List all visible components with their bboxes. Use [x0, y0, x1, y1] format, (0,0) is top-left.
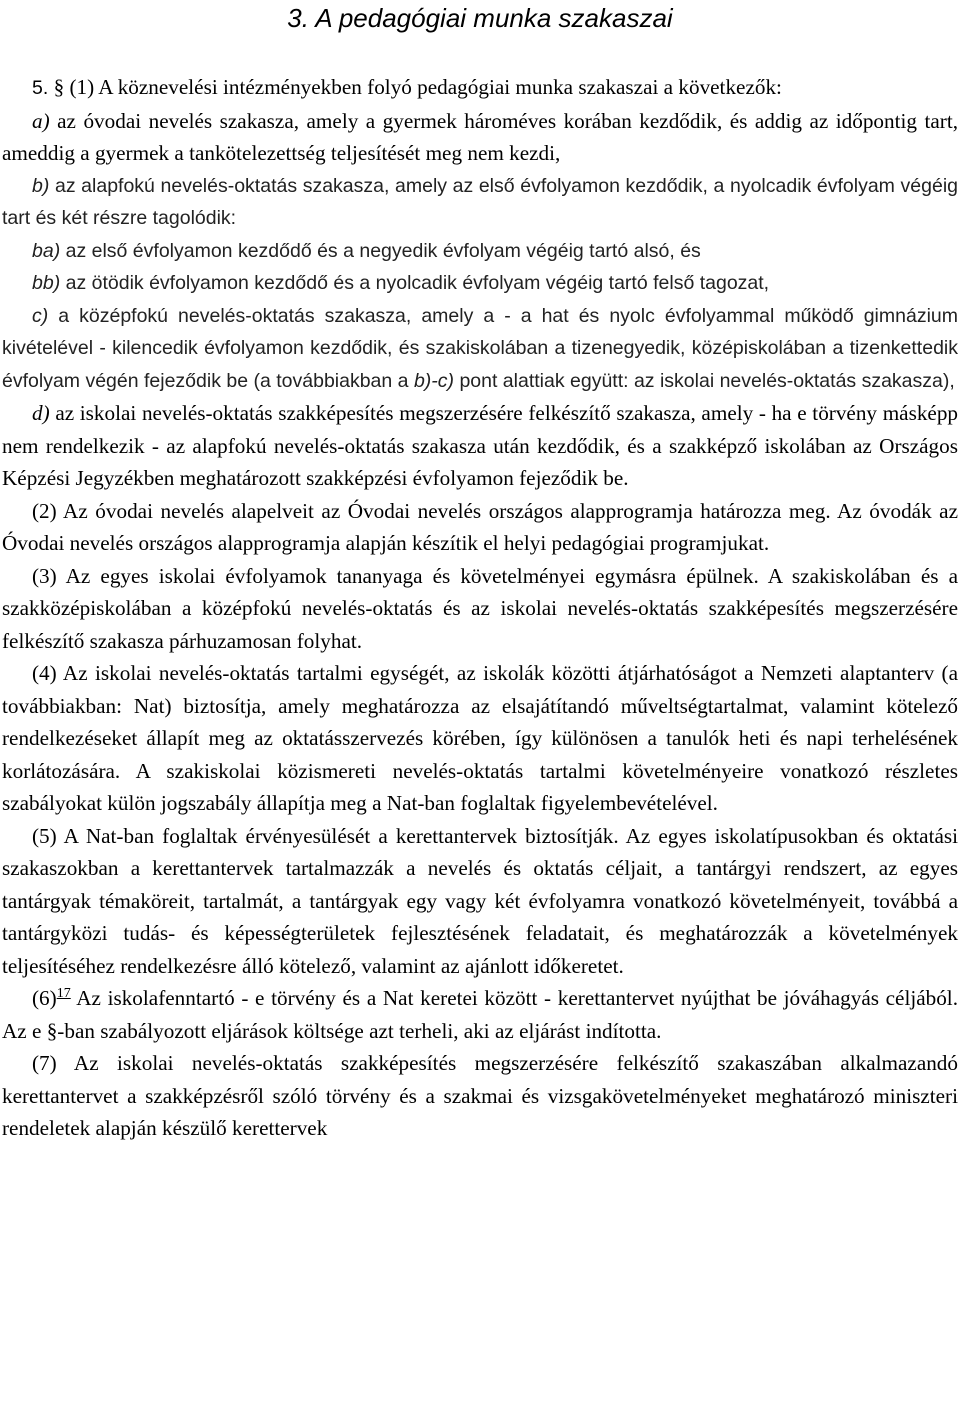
point-a [2, 105, 958, 170]
point-c-text-1: a középfokú nevelés-oktatás szakasza, amely a - a hat és nyolc évfolyammal működő gimnázium kivételével - kilencedik évfolyamon kezdődik, és szakiskolában a tizenegyedik, középiskolában a tizenkettedik évfolyam végén fejeződik be (a továbbiakban a [2, 304, 958, 392]
point-b [2, 170, 958, 235]
paragraph-6-text: Az iskolafenntartó - e törvény és a Nat keretei között - kerettantervet nyújthat be jóváhagyás céljából. Az e §-ban szabályozott eljárások költsége azt terheli, aki az eljárást indította. [2, 986, 958, 1043]
section-sign: § [53, 75, 65, 99]
paragraph-3: (3) Az egyes iskolai évfolyamok tananyaga és követelményei egymásra épülnek. A szakiskolában és a szakközépiskolában a középfokú nevelés-oktatás és az iskolai nevelés-oktatás szakképesítés megszerzésére felkészítő szakasza párhuzamosan folyhat. [2, 563, 958, 653]
paragraph-4: (4) Az iskolai nevelés-oktatás tartalmi egységét, az iskolák közötti átjárhatóságot a Nemzeti alaptanterv (a továbbiakban: Nat) biztosítja, amely meghatározza az elsajátítandó műveltségtartalmat, valamint kötelező rendelkezéseket állapít meg az oktatásszervezés körében, így különösen a tanulók heti és napi terhelésének korlátozására. A szakiskolai közismereti nevelés-oktatás tartalmi követelményeire vonatkozó részletes szabályokat külön jogszabály állapítja meg a Nat-ban foglaltak figyelembevételével. [2, 661, 958, 815]
point-ba [2, 235, 958, 268]
point-c-label: c) [32, 304, 49, 327]
point-a-text: az óvodai nevelés szakasza, amely a gyermek hároméves korában kezdődik, és addig az időpontig tart, ameddig a gyermek a tankötelezettség teljesítését meg nem kezdi, [2, 108, 958, 165]
point-d [2, 397, 958, 495]
point-d-text: az iskolai nevelés-oktatás szakképesítés megszerzésére felkészítő szakasza, amely - ha e törvény másképp nem rendelkezik - az alapfokú nevelés-oktatás szakasza után kezdődik, és a szakképző iskolában az Országos Képzési Jegyzékben meghatározott szakképzési évfolyamon fejeződik be. [2, 401, 959, 490]
point-b-text: az alapfokú nevelés-oktatás szakasza, amely az első évfolyamon kezdődik, a nyolcadik évfolyam végéig tart és két részre tagolódik: [2, 174, 958, 229]
section-body [2, 71, 958, 1145]
point-c-text-2: pont alattiak együtt: az iskolai nevelés-oktatás szakasza), [459, 369, 955, 392]
paragraph-7: (7) Az iskolai nevelés-oktatás szakképesítés megszerzésére felkészítő szakaszában alkalmazandó kerettantervet a szakképzésről szóló törvény és a szakmai és vizsgakövetelményeket meghatározó miniszteri rendeletek alapján készülő kerettervek [2, 1051, 958, 1140]
paragraph-5: (5) A Nat-ban foglaltak érvényesülését a kerettantervek biztosítják. Az egyes iskolatípusokban és oktatási szakaszokban a kerettantervek tartalmazzák a nevelés és oktatás céljait, a tantárgyi rendszert, az egyes tantárgyak témaköreit, tartalmát, a tantárgyak egy vagy két évfolyamra vonatkozó követelményeit, továbbá a tantárgyközi tudás- és képességterületek fejlesztésének feladatait, és meghatározzák a követelmények teljesítéséhez rendelkezésre álló kötelező, valamint az ajánlott időkeretet. [2, 823, 958, 978]
point-bb-text: az ötödik évfolyamon kezdődő és a nyolcadik évfolyam végéig tartó felső tagozat, [65, 272, 770, 294]
footnote-reference[interactable]: 17 [56, 985, 71, 1001]
paragraph-6-number: (6) [32, 986, 57, 1010]
paragraph-1-intro [2, 71, 958, 105]
section-number: 5. [32, 77, 49, 99]
point-bb-label: bb) [32, 272, 61, 294]
point-bb [2, 267, 958, 300]
paragraph-1-text: (1) A köznevelési intézményekben folyó pedagógiai munka szakaszai a következők: [69, 75, 782, 99]
point-b-label: b) [32, 174, 50, 197]
point-ba-text: az első évfolyamon kezdődő és a negyedik évfolyam végéig tartó alsó, és [65, 239, 701, 262]
paragraph-2: (2) Az óvodai nevelés alapelveit az Óvodai nevelés országos alapprogramja határozza meg. Az óvodák az Óvodai nevelés országos alapprogramja alapján készítik el helyi pedagógiai programjukat. [2, 498, 958, 555]
point-d-label: d) [32, 401, 50, 425]
point-ba-label: ba) [32, 239, 61, 262]
point-c [2, 300, 958, 398]
paragraph-6 [2, 982, 958, 1047]
section-heading: 3. A pedagógiai munka szakaszai [287, 3, 673, 33]
point-a-label: a) [32, 108, 50, 133]
point-c-reference: b)-c) [413, 369, 455, 392]
